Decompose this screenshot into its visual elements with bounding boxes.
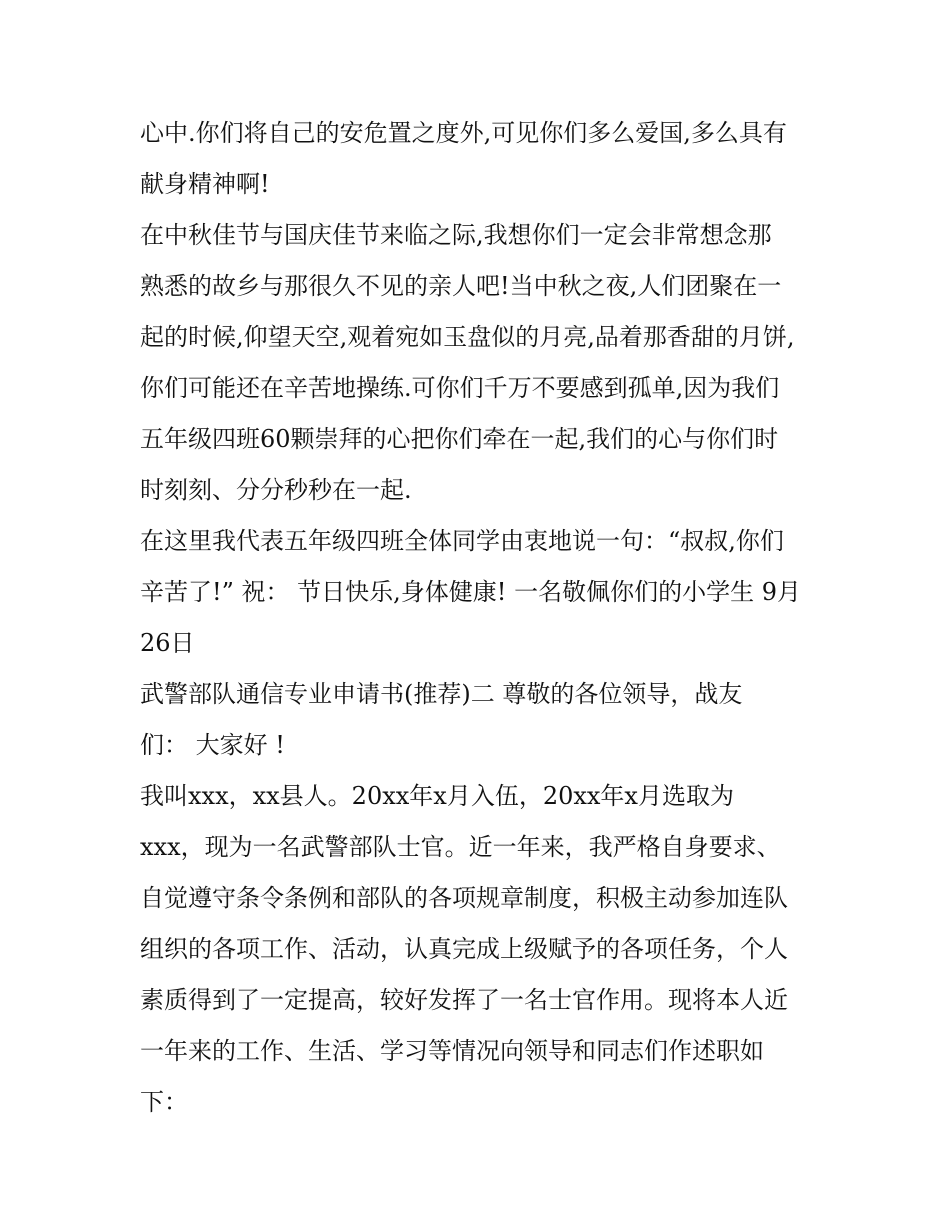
text-line: 一年来的工作、生活、学习等情况向领导和同志们作述职如: [140, 1037, 764, 1065]
text-line: 在中秋佳节与国庆佳节来临之际,我想你们一定会非常想念那: [140, 221, 772, 249]
text-line: 素质得到了一定提高，较好发挥了一名士官作用。现将本人近: [140, 986, 788, 1014]
text-line: 起的时候,仰望天空,观着宛如玉盘似的月亮,品着那香甜的月饼,: [140, 323, 795, 351]
text-line: 辛苦了!” 祝： 节日快乐,身体健康! 一名敬佩你们的小学生 9月: [140, 578, 801, 606]
text-line: 们： 大家好 !: [140, 731, 285, 759]
text-line: 我叫xxx，xx县人。20xx年x月入伍，20xx年x月选取为: [140, 782, 734, 810]
text-line: 自觉遵守条令条例和部队的各项规章制度，积极主动参加连队: [140, 884, 788, 912]
text-line: xxx，现为一名武警部队士官。近一年来，我严格自身要求、: [140, 833, 781, 861]
text-line: 在这里我代表五年级四班全体同学由衷地说一句：“叔叔,你们: [140, 527, 784, 555]
text-line: 你们可能还在辛苦地操练.可你们千万不要感到孤单,因为我们: [140, 374, 780, 402]
text-line: 时刻刻、分分秒秒在一起.: [140, 476, 412, 504]
text-line: 献身精神啊!: [140, 170, 270, 198]
text-line: 组织的各项工作、活动，认真完成上级赋予的各项任务，个人: [140, 935, 788, 963]
document-body: [140, 108, 830, 1128]
text-line: 下：: [140, 1088, 188, 1116]
text-line: 熟悉的故乡与那很久不见的亲人吧!当中秋之夜,人们团聚在一: [140, 272, 782, 300]
text-line: 26日: [140, 629, 195, 657]
text-line: 武警部队通信专业申请书(推荐)二 尊敬的各位领导，战友: [140, 680, 743, 708]
text-line: 五年级四班60颗崇拜的心把你们牵在一起,我们的心与你们时: [140, 425, 779, 453]
text-line: 心中.你们将自己的安危置之度外,可见你们多么爱国,多么具有: [140, 119, 787, 147]
